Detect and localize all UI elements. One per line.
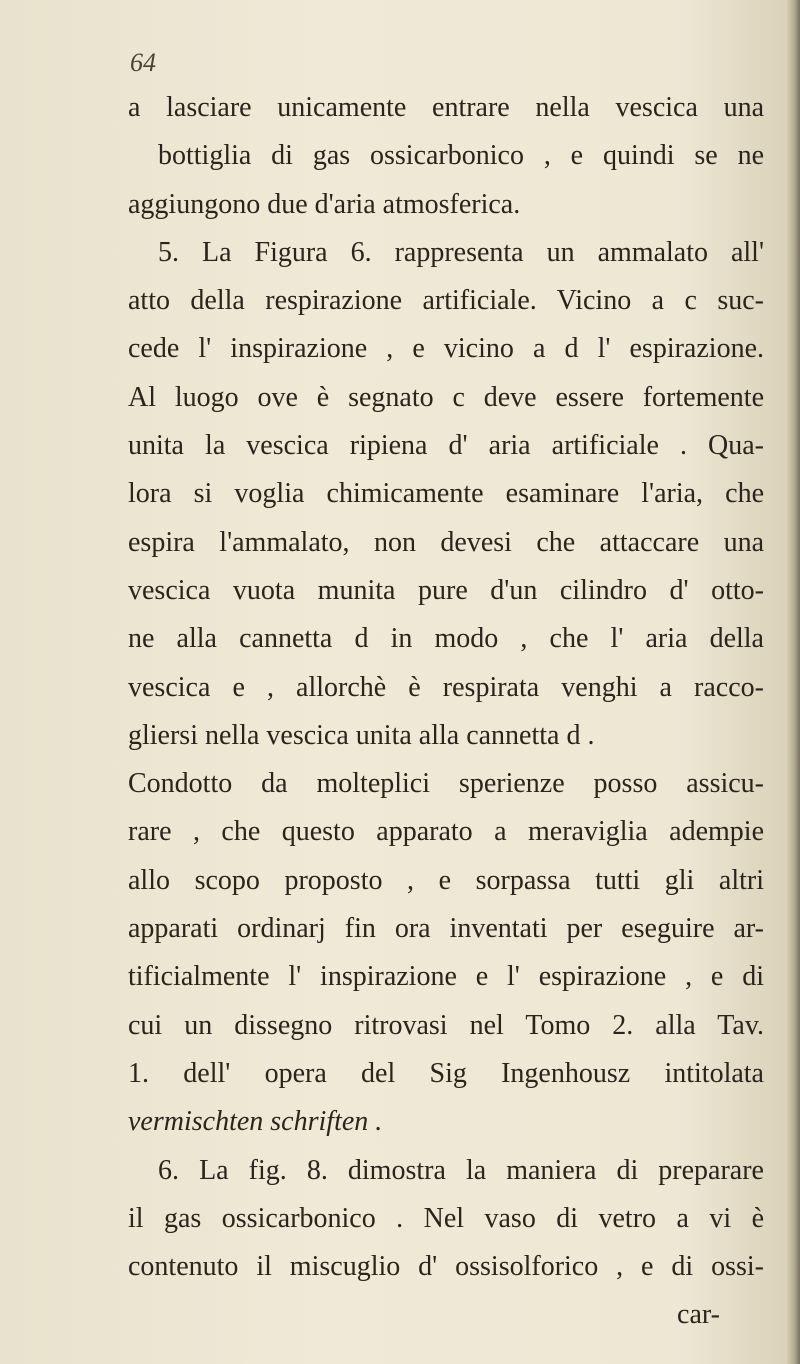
text-line: vescica e , allorchè è respirata venghi a racco-: [128, 671, 764, 703]
text-line: cede l' inspirazione , e vicino a d l' espirazione.: [128, 333, 764, 365]
text-line: contenuto il miscuglio d' ossisolforico , e di ossi-: [128, 1251, 764, 1283]
text-line: apparati ordinarj fin ora inventati per eseguire ar-: [128, 913, 764, 945]
text-line: espira l'ammalato, non devesi che attaccare una: [128, 526, 764, 558]
text-line: aggiungono due d'aria atmosferica.: [128, 188, 521, 220]
text-line: cui un dissegno ritrovasi nel Tomo 2. alla Tav.: [128, 1009, 764, 1041]
text-line: ne alla cannetta d in modo , che l' aria della: [128, 623, 764, 655]
text-line-italic: vermischten schriften .: [128, 1106, 383, 1138]
text-line: bottiglia di gas ossicarbonico , e quindi se ne: [158, 140, 764, 172]
text-line: gliersi nella vescica unita alla cannetta d .: [128, 719, 595, 751]
text-line: allo scopo proposto , e sorpassa tutti gli altri: [128, 864, 764, 896]
text-line: lora si voglia chimicamente esaminare l'aria, che: [128, 478, 764, 510]
catchword: car-: [677, 1299, 720, 1331]
page-number: 64: [130, 48, 156, 77]
text-line: vescica vuota munita pure d'un cilindro d' otto-: [128, 574, 764, 606]
text-line: a lasciare unicamente entrare nella vescica una: [128, 92, 764, 123]
text-line: 6. La fig. 8. dimostra la maniera di preparare: [158, 1154, 764, 1186]
text-line: unita la vescica ripiena d' aria artificiale . Qua-: [128, 430, 764, 462]
text-line: tificialmente l' inspirazione e l' espirazione , e di: [128, 961, 764, 993]
page-edge-shadow: [786, 0, 800, 1364]
text-line: Al luogo ove è segnato c deve essere fortemente: [128, 381, 764, 413]
text-line: rare , che questo apparato a meraviglia adempie: [128, 816, 764, 848]
text-line: atto della respirazione artificiale. Vicino a c suc-: [128, 285, 764, 317]
text-line: 5. La Figura 6. rappresenta un ammalato all': [158, 236, 764, 268]
text-line: 1. dell' opera del Sig Ingenhousz intitolata: [128, 1057, 764, 1089]
text-line: Condotto da molteplici sperienze posso assicu-: [128, 768, 764, 800]
body-text: [128, 84, 764, 1340]
text-line: il gas ossicarbonico . Nel vaso di vetro a vi è: [128, 1202, 764, 1234]
